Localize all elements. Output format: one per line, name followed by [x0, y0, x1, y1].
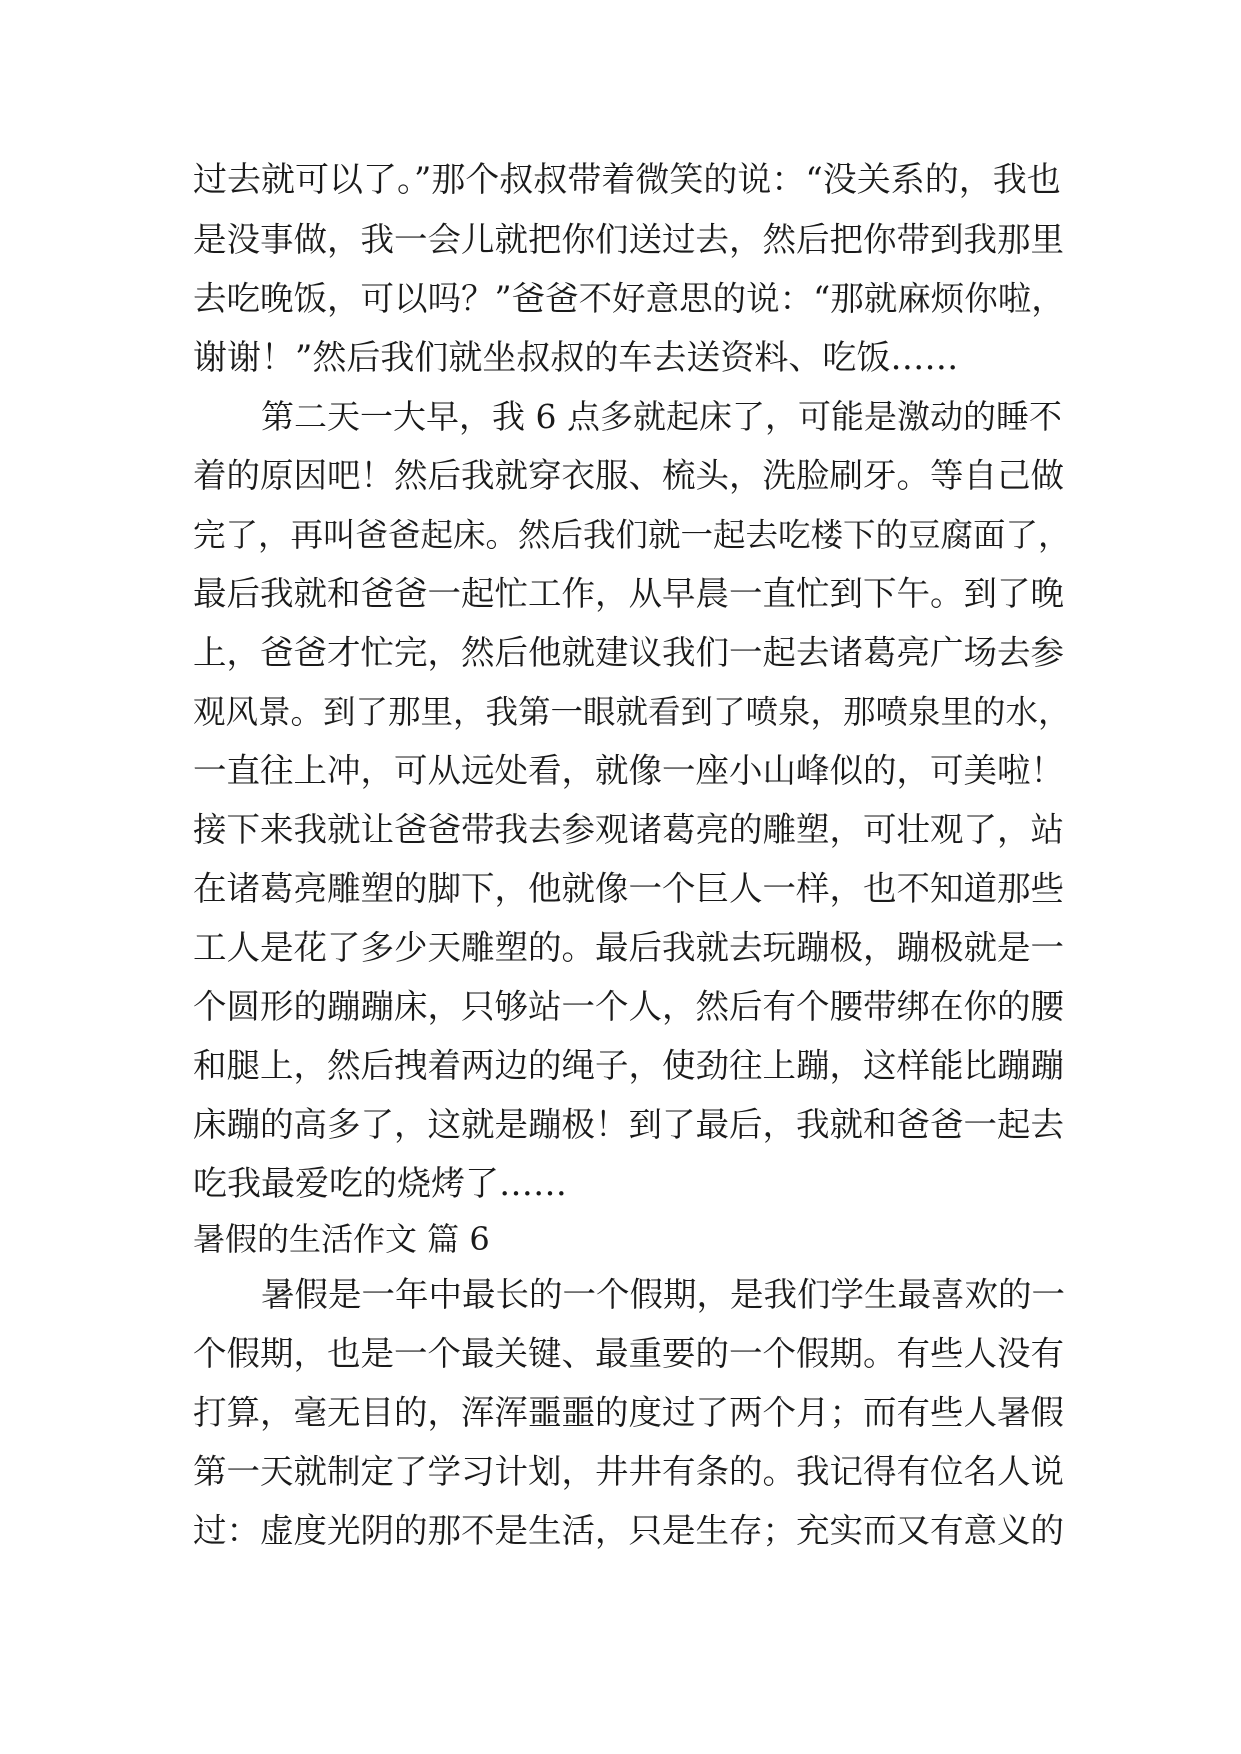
text-line: 是没事做，我一会儿就把你们送过去，然后把你带到我那里 [193, 220, 1064, 259]
text-line: 吃我最爱吃的烧烤了…… [193, 1164, 567, 1204]
text-line: 过去就可以了。”那个叔叔带着微笑的说：“没关系的，我也 [193, 160, 1061, 200]
text-line: 个假期，也是一个最关键、最重要的一个假期。有些人没有 [193, 1334, 1064, 1373]
text-line: 谢谢！”然后我们就坐叔叔的车去送资料、吃饭…… [193, 338, 959, 378]
text-line: 个圆形的蹦蹦床，只够站一个人，然后有个腰带绑在你的腰 [193, 987, 1064, 1026]
text-line: 在诸葛亮雕塑的脚下，他就像一个巨人一样，也不知道那些 [193, 869, 1064, 908]
text-line: 第一天就制定了学习计划，井井有条的。我记得有位名人说 [193, 1452, 1064, 1491]
text-line: 上，爸爸才忙完，然后他就建议我们一起去诸葛亮广场去参 [193, 633, 1064, 672]
text-line: 打算，毫无目的，浑浑噩噩的度过了两个月；而有些人暑假 [193, 1393, 1064, 1432]
text-line: 床蹦的高多了，这就是蹦极！到了最后，我就和爸爸一起去 [193, 1105, 1064, 1144]
text-line: 过：虚度光阴的那不是生活，只是生存；充实而又有意义的 [193, 1511, 1064, 1550]
text-line: 接下来我就让爸爸带我去参观诸葛亮的雕塑，可壮观了，站 [193, 810, 1064, 849]
text-line: 完了，再叫爸爸起床。然后我们就一起去吃楼下的豆腐面了， [193, 516, 1071, 554]
text-line: 最后我就和爸爸一起忙工作，从早晨一直忙到下午。到了晚 [193, 574, 1064, 613]
paragraph-first-line: 第二天一大早，我 6 点多就起床了，可能是激动的睡不 [261, 397, 1062, 436]
text-line: 去吃晚饭，可以吗？”爸爸不好意思的说：“那就麻烦你啦， [193, 279, 1065, 318]
text-line: 工人是花了多少天雕塑的。最后我就去玩蹦极，蹦极就是一 [193, 928, 1064, 967]
section-heading: 暑假的生活作文 篇 6 [193, 1220, 490, 1258]
paragraph-first-line: 暑假是一年中最长的一个假期，是我们学生最喜欢的一 [261, 1275, 1065, 1314]
text-line: 和腿上，然后拽着两边的绳子，使劲往上蹦，这样能比蹦蹦 [193, 1046, 1064, 1085]
text-line: 一直往上冲，可从远处看，就像一座小山峰似的，可美啦！ [193, 751, 1064, 790]
text-line: 着的原因吧！然后我就穿衣服、梳头，洗脸刷牙。等自己做 [193, 456, 1064, 495]
text-line: 观风景。到了那里，我第一眼就看到了喷泉，那喷泉里的水， [193, 693, 1071, 731]
